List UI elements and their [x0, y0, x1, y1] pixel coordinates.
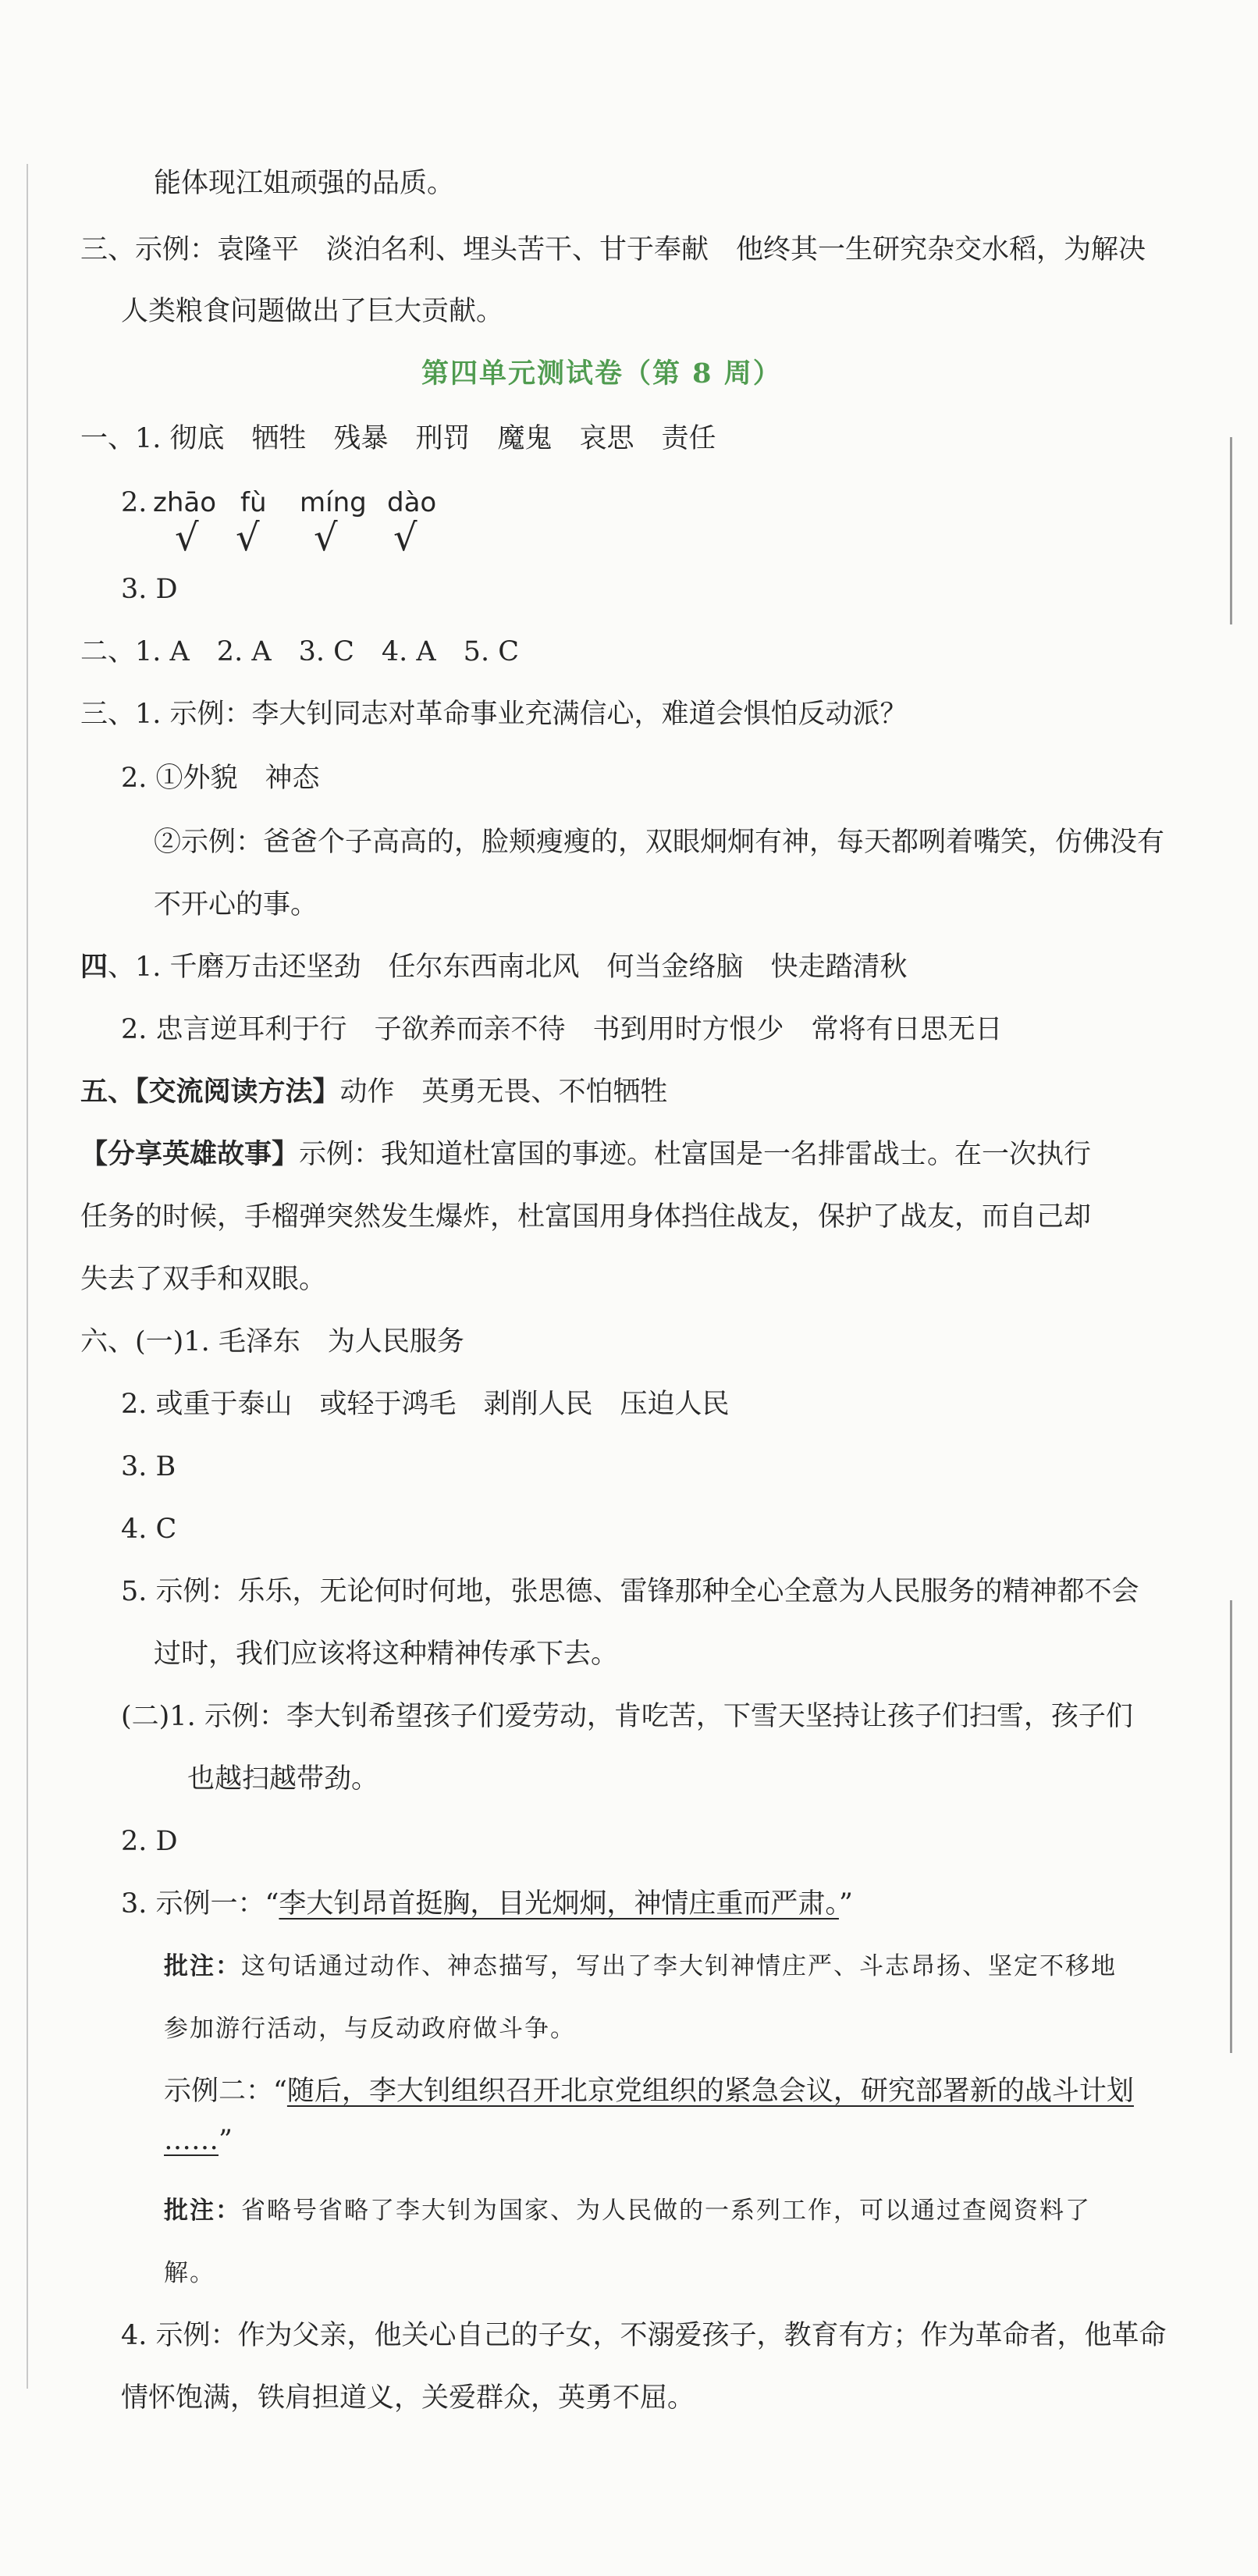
section-label: 五、【交流阅读方法】	[80, 1076, 340, 1108]
annotation-line	[164, 1949, 1117, 1984]
answer-line: 能体现江姐顽强的品质。	[154, 168, 455, 199]
answer-label: 2.	[121, 487, 147, 518]
answer-line: 六、(一)1. 毛泽东 为人民服务	[80, 1326, 464, 1357]
pinyin: míng	[300, 487, 367, 518]
answer-line: 也越扫越带劲。	[187, 1763, 379, 1795]
answer-line: 一、1. 彻底 牺牲 残暴 刑罚 魔鬼 哀思 责任	[80, 423, 716, 454]
margin-rule	[27, 164, 28, 2389]
answer-text: ”	[219, 2125, 233, 2156]
check-mark-icon: √	[393, 516, 418, 560]
section-number: 四	[80, 951, 108, 983]
underlined-quote: 随后，李大钊组织召开北京党组织的紧急会议，研究部署新的战斗计划	[286, 2076, 1134, 2107]
answer-line: 过时，我们应该将这种精神传承下去。	[154, 1638, 619, 1670]
answer-line	[121, 1887, 853, 1921]
answer-line: 3. D	[121, 574, 178, 605]
answer-text: 示例：我知道杜富国的事迹。杜富国是一名排雷战士。在一次执行	[299, 1139, 1092, 1170]
answer-text: 动作 英勇无畏、不怕牺牲	[339, 1076, 668, 1108]
answer-line	[164, 2123, 233, 2158]
answer-line: (二)1. 示例：李大钊希望孩子们爱劳动，肯吃苦，下雪天坚持让孩子们扫雪，孩子们	[121, 1701, 1133, 1732]
answer-text: 3. 示例一：“	[121, 1888, 279, 1920]
answer-line: 三、1. 示例：李大钊同志对革命事业充满信心，难道会惧怕反动派？	[80, 699, 908, 730]
section-label: 【分享英雄故事】	[80, 1138, 300, 1170]
check-mark-icon: √	[175, 516, 199, 560]
underlined-quote: 李大钊昂首挺胸，目光炯炯，神情庄重而严肃。	[279, 1888, 839, 1920]
answer-line: 失去了双手和双眼。	[80, 1264, 327, 1295]
annotation-line: 解。	[164, 2259, 215, 2287]
answer-line	[164, 2074, 1134, 2108]
annotation-label: 批注：	[164, 2197, 241, 2225]
binding-edge	[1230, 1600, 1232, 2053]
pinyin: zhāo	[153, 487, 217, 518]
annotation-label: 批注：	[164, 1952, 241, 1980]
underlined-ellipsis: ……	[164, 2125, 219, 2156]
answer-line: 2. 或重于泰山 或轻于鸿毛 剥削人民 压迫人民	[121, 1389, 730, 1420]
check-mark-icon: √	[236, 516, 260, 560]
answer-line	[80, 1075, 668, 1109]
answer-line: 2. ①外貌 神态	[121, 763, 320, 794]
answer-line: 2. 忠言逆耳利于行 子欲养而亲不待 书到用时方恨少 常将有日思无日	[121, 1014, 1003, 1045]
section-title: 第四单元测试卷（第 8 周）	[421, 358, 782, 390]
answer-line: ②示例：爸爸个子高高的，脸颊瘦瘦的，双眼炯炯有神，每天都咧着嘴笑，仿佛没有	[154, 827, 1165, 858]
pinyin: fù	[240, 487, 267, 518]
answer-line: 3. B	[121, 1451, 176, 1482]
annotation-line	[164, 2194, 1091, 2228]
answer-line: 4. 示例：作为父亲，他关心自己的子女，不溺爱孩子，教育有方；作为革命者，他革命	[121, 2320, 1167, 2351]
answer-line: 三、示例：袁隆平 淡泊名利、埋头苦干、甘于奉献 他终其一生研究杂交水稻，为解决	[80, 234, 1146, 265]
pinyin: dào	[387, 487, 437, 518]
answer-line: 情怀饱满，铁肩担道义，关爱群众，英勇不屈。	[121, 2382, 695, 2414]
binding-edge	[1230, 437, 1232, 624]
answer-line: 2. D	[121, 1826, 178, 1857]
answer-line: 任务的时候，手榴弹突然发生爆炸，杜富国用身体挡住战友，保护了战友，而自己却	[80, 1201, 1092, 1233]
answer-line	[80, 950, 908, 984]
answer-line: 二、1. A 2. A 3. C 4. A 5. C	[80, 636, 519, 667]
answer-text: 、1. 千磨万击还坚劲 任尔东西南北风 何当金络脑 快走踏清秋	[108, 952, 908, 983]
answer-text: 示例二：“	[164, 2076, 287, 2107]
answer-line	[80, 1137, 1091, 1172]
answer-line: 5. 示例：乐乐，无论何时何地，张思德、雷锋那种全心全意为人民服务的精神都不会	[121, 1576, 1139, 1607]
check-mark-icon: √	[314, 516, 338, 560]
annotation-line: 参加游行活动，与反动政府做斗争。	[164, 2015, 576, 2043]
answer-line: 4. C	[121, 1514, 177, 1545]
annotation-text: 省略号省略了李大钊为国家、为人民做的一系列工作，可以通过查阅资料了	[241, 2197, 1091, 2225]
answer-line: 人类粮食问题做出了巨大贡献。	[121, 296, 504, 327]
answer-line: 不开心的事。	[154, 889, 318, 920]
answer-text: ”	[838, 1888, 853, 1920]
annotation-text: 这句话通过动作、神态描写，写出了李大钊神情庄严、斗志昂扬、坚定不移地	[241, 1952, 1117, 1980]
